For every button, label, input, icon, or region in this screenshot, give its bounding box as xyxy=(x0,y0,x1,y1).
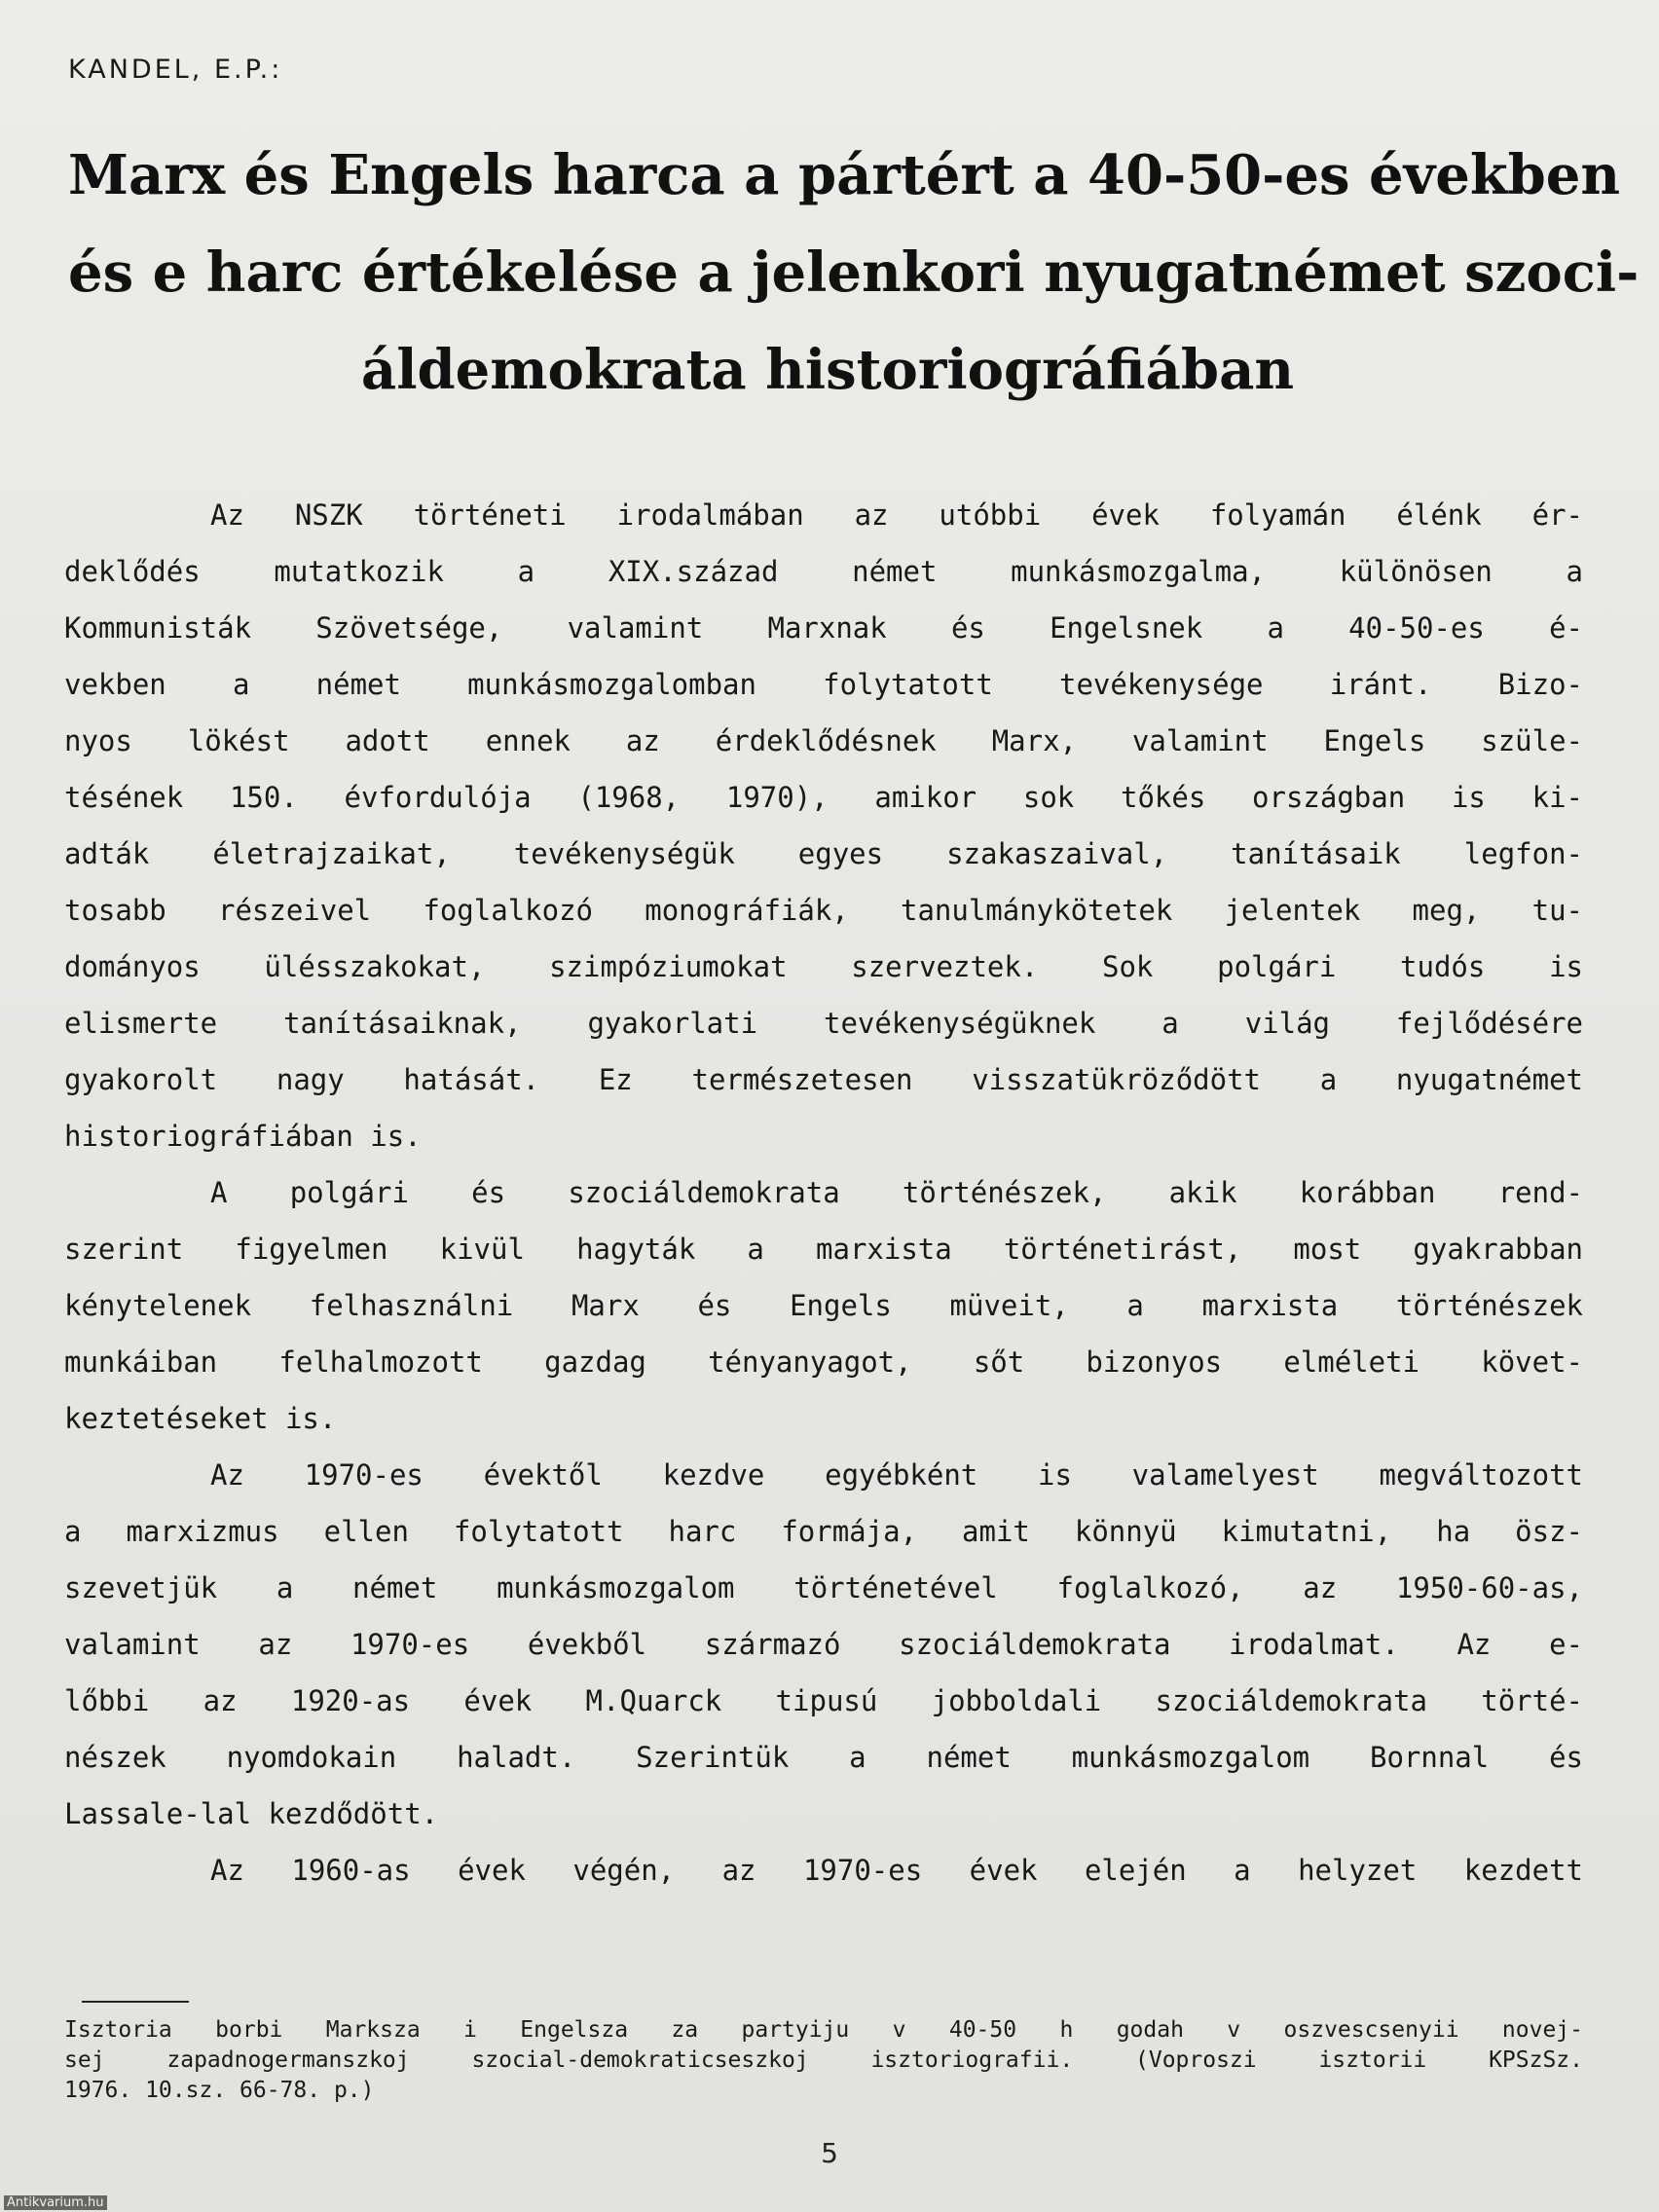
footnote-line: 1976. 10.sz. 66-78. p.) xyxy=(64,2078,375,2103)
title-line: áldemokrata historiográfiában xyxy=(360,338,1295,402)
text-line: gyakorolt nagy hatását. Ez természetesen visszatükröződött a nyugatnémet xyxy=(64,1063,1583,1096)
text-line: Az 1960-as évek végén, az 1970-es évek elején a helyzet kezdett xyxy=(210,1854,1583,1887)
text-line: a marxizmus ellen folytatott harc formája, amit könnyü kimutatni, ha ösz- xyxy=(64,1515,1583,1548)
paragraph xyxy=(64,1842,1583,1899)
text-line: kénytelenek felhasználni Marx és Engels müveit, a marxista történészek xyxy=(64,1289,1583,1322)
paragraph xyxy=(64,487,1583,1164)
text-line: Kommunisták Szövetsége, valamint Marxnak és Engelsnek a 40-50-es é- xyxy=(64,611,1583,645)
article-body xyxy=(64,487,1583,1899)
paragraph xyxy=(64,1164,1583,1447)
text-line: Az NSZK történeti irodalmában az utóbbi évek folyamán élénk ér- xyxy=(210,498,1583,532)
text-line: tosabb részeivel foglalkozó monográfiák, tanulmánykötetek jelentek meg, tu- xyxy=(64,894,1583,927)
footnote xyxy=(64,2015,1583,2106)
paragraph xyxy=(64,1447,1583,1842)
text-line: vekben a német munkásmozgalomban folytatott tevékenysége iránt. Bizo- xyxy=(64,668,1583,701)
text-line: keztetéseket is. xyxy=(64,1402,337,1435)
text-line: tésének 150. évfordulója (1968, 1970), amikor sok tőkés országban is ki- xyxy=(64,781,1583,814)
text-line: Lassale-lal kezdődött. xyxy=(64,1797,439,1830)
text-line: deklődés mutatkozik a XIX.század német munkásmozgalma, különösen a xyxy=(64,555,1583,588)
text-line: historiográfiában is. xyxy=(64,1120,422,1153)
text-line: munkáiban felhalmozott gazdag tényanyagot, sőt bizonyos elméleti követ- xyxy=(64,1346,1583,1379)
text-line: valamint az 1970-es évekből származó szociáldemokrata irodalmat. Az e- xyxy=(64,1628,1583,1661)
text-line: szevetjük a német munkásmozgalom történetével foglalkozó, az 1950-60-as, xyxy=(64,1571,1583,1604)
text-line: elismerte tanításaiknak, gyakorlati tevékenységüknek a világ fejlődésére xyxy=(64,1007,1583,1040)
text-line: nészek nyomdokain haladt. Szerintük a német munkásmozgalom Bornnal és xyxy=(64,1741,1583,1774)
article-title xyxy=(68,127,1640,419)
text-line: A polgári és szociáldemokrata történészek, akik korábban rend- xyxy=(210,1176,1583,1209)
watermark: Antikvarium.hu xyxy=(4,2195,107,2210)
page-number: 5 xyxy=(821,2137,838,2169)
text-line: szerint figyelmen kivül hagyták a marxista történetirást, most gyakrabban xyxy=(64,1233,1583,1266)
author-name: KANDEL, E.P.: xyxy=(68,55,283,85)
text-line: nyos lökést adott ennek az érdeklődésnek Marx, valamint Engels szüle- xyxy=(64,724,1583,757)
title-line: és e harc értékelése a jelenkori nyugatnémet szoci- xyxy=(68,240,1640,305)
text-line: Az 1970-es évektől kezdve egyébként is valamelyest megváltozott xyxy=(210,1458,1583,1492)
text-line: dományos ülésszakokat, szimpóziumokat szerveztek. Sok polgári tudós is xyxy=(64,950,1583,983)
text-line: adták életrajzaikat, tevékenységük egyes szakaszaival, tanításaik legfon- xyxy=(64,837,1583,870)
footnote-line: sej zapadnogermanszkoj szocial-demokraticseszkoj isztoriografii. (Voproszi isztorii KPSzSz. xyxy=(64,2047,1583,2073)
title-line: Marx és Engels harca a pártért a 40-50-es években xyxy=(68,143,1621,207)
text-line: lőbbi az 1920-as évek M.Quarck tipusú jobboldali szociáldemokrata törté- xyxy=(64,1684,1583,1717)
footnote-line: Isztoria borbi Marksza i Engelsza za partyiju v 40-50 h godah v oszvescsenyii novej- xyxy=(64,2017,1583,2043)
footnote-divider xyxy=(82,2001,189,2003)
